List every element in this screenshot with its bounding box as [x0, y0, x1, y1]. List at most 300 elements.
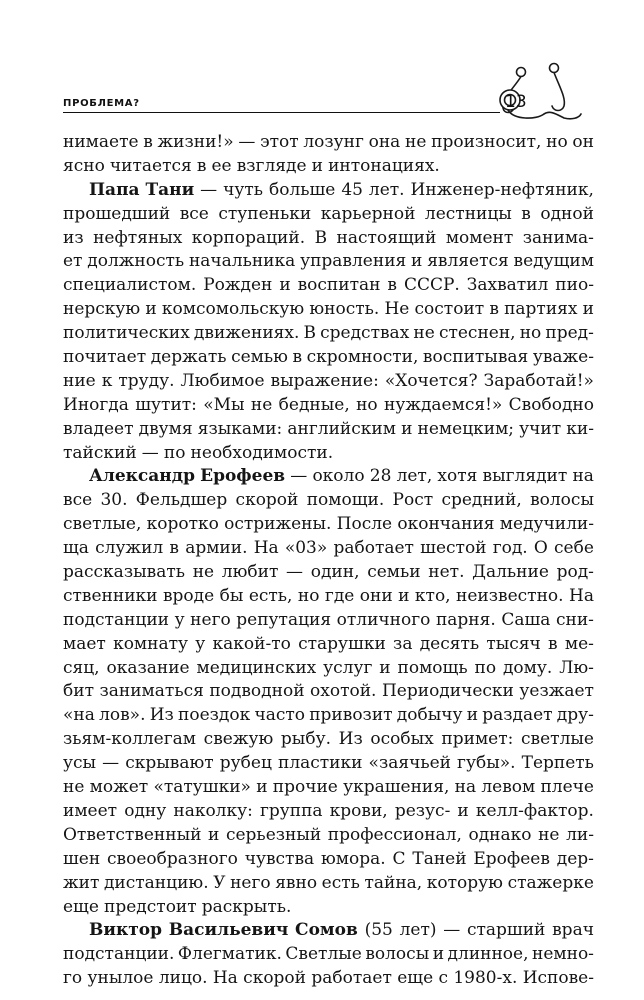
text-line	[63, 919, 594, 943]
word: род-	[556, 562, 594, 583]
word: ственники	[63, 585, 158, 606]
word: подстанции.	[63, 944, 175, 965]
word: Рожден	[203, 275, 273, 296]
word: дру-	[556, 705, 594, 726]
text-line	[63, 872, 594, 896]
word: языками:	[197, 418, 283, 439]
word: и	[432, 944, 445, 965]
word: и	[311, 155, 323, 176]
word: скрывают	[125, 753, 214, 774]
word: уваже-	[532, 347, 594, 368]
word: работает	[311, 968, 392, 989]
word: Флегматик.	[177, 944, 282, 965]
word: Ерофеев	[473, 848, 550, 869]
word: Светлые	[285, 944, 362, 965]
word: семьи	[367, 562, 421, 583]
word: ме-	[564, 633, 594, 654]
text-line	[63, 155, 594, 179]
word: «03»	[284, 538, 328, 559]
word: но	[356, 394, 378, 415]
word: немно-	[532, 944, 594, 965]
word: он	[572, 132, 594, 152]
word: охотой.	[310, 681, 377, 702]
word: и	[256, 777, 268, 798]
word: прошедший	[63, 203, 171, 224]
word: плече	[540, 777, 594, 798]
word: на	[572, 466, 594, 487]
word: себе	[554, 538, 594, 559]
bold-word: Александр	[89, 466, 195, 487]
word: бы	[219, 585, 244, 606]
word: у	[174, 609, 185, 630]
word: жизни!»	[157, 132, 234, 152]
word: светлые	[521, 729, 594, 750]
word: серьезный	[225, 824, 322, 845]
word: лестницы	[424, 203, 512, 224]
word: часто	[254, 705, 305, 726]
word: примет:	[441, 729, 514, 750]
word: тысяч	[486, 633, 541, 654]
word: На	[212, 968, 238, 989]
word: не	[405, 132, 427, 152]
word: врач	[552, 920, 594, 941]
word: владеет	[63, 418, 134, 439]
word: с	[438, 968, 449, 989]
word: длинное,	[447, 944, 529, 965]
text-line	[63, 203, 594, 227]
word: юмора.	[321, 848, 386, 869]
word: Свободно	[508, 394, 594, 415]
text-line	[63, 824, 594, 848]
word: добычу	[396, 705, 463, 726]
stethoscope-icon	[484, 58, 584, 120]
text-line	[63, 250, 594, 274]
word: пред-	[545, 323, 594, 344]
word: которую	[426, 872, 503, 893]
page-number: 13	[505, 92, 527, 112]
word: тайский	[63, 442, 137, 463]
word: стеснен,	[438, 323, 516, 344]
word: подстанции	[63, 609, 170, 630]
word: комсомольскую	[161, 299, 305, 320]
text-line	[63, 465, 594, 489]
word: любит	[221, 562, 279, 583]
word: —	[238, 132, 256, 152]
word: усы	[63, 753, 97, 774]
bold-word: Васильевич	[168, 920, 289, 941]
word: вроде	[162, 585, 215, 606]
word: все	[63, 490, 93, 511]
word: резус-	[394, 800, 451, 821]
word: есть,	[248, 585, 293, 606]
text-line	[63, 800, 594, 824]
word: 30.	[100, 490, 128, 511]
word: по	[163, 442, 186, 463]
word: кто,	[414, 585, 451, 606]
text-line	[63, 561, 594, 585]
word: английским	[287, 418, 396, 439]
word: какой-то	[212, 633, 291, 654]
word: средствах	[320, 323, 410, 344]
word: острижены.	[224, 514, 332, 535]
word: старший	[466, 920, 546, 941]
word: ща	[63, 538, 89, 559]
text-line	[63, 633, 594, 657]
text-line	[63, 346, 594, 370]
word: профессионал,	[327, 824, 462, 845]
word: все	[179, 203, 209, 224]
word: момент	[445, 227, 514, 248]
word: В	[314, 227, 328, 248]
word: Испове-	[522, 968, 594, 989]
word: лозунг	[303, 132, 364, 152]
word: шен	[63, 848, 101, 869]
word: не	[413, 323, 435, 344]
word: Саша	[501, 609, 551, 630]
word: Иногда	[63, 394, 129, 415]
word: корпораций.	[191, 227, 306, 248]
word: может	[89, 777, 149, 798]
word: немецким;	[417, 418, 515, 439]
word: нимаете	[63, 132, 139, 152]
word: комнату	[113, 633, 189, 654]
word: привозит	[309, 705, 393, 726]
word: служил	[95, 538, 164, 559]
text-line	[63, 967, 594, 991]
word: карьерной	[320, 203, 416, 224]
word: рассказывать	[63, 562, 185, 583]
word: в	[169, 538, 179, 559]
word: раздает	[482, 705, 553, 726]
word: пио-	[555, 275, 594, 296]
bold-word: Виктор	[89, 920, 163, 941]
word: одну	[124, 800, 167, 821]
word: политических	[63, 323, 190, 344]
word: Лю-	[559, 657, 594, 678]
word: келл-фактор.	[475, 800, 594, 821]
word: и	[466, 705, 479, 726]
word: —	[286, 562, 304, 583]
word: почитает	[63, 347, 147, 368]
word: интонациях.	[328, 155, 440, 176]
word: 1980-х.	[453, 968, 518, 989]
word: управления	[300, 251, 407, 272]
word: —	[200, 179, 218, 200]
word: есть	[321, 872, 360, 893]
word: репутация	[236, 609, 332, 630]
header-rule	[63, 112, 500, 113]
word: Фельдшер	[135, 490, 228, 511]
word: «заячьей	[368, 753, 451, 774]
word: настоящий	[336, 227, 437, 248]
word: волосы	[530, 490, 594, 511]
word: скорой	[243, 968, 307, 989]
word: заниматься	[99, 681, 204, 702]
word: по	[474, 657, 497, 678]
word: к	[101, 370, 113, 391]
word: в	[521, 203, 531, 224]
word: В	[303, 323, 316, 344]
word: медучили-	[499, 514, 594, 535]
word: него	[230, 872, 271, 893]
word: является	[427, 251, 509, 272]
text-line	[63, 896, 594, 920]
word: дому.	[502, 657, 553, 678]
word: стажерке	[507, 872, 594, 893]
word: ясно	[63, 155, 105, 176]
word: нефтяных	[93, 227, 183, 248]
word: десять	[419, 633, 480, 654]
text-line	[63, 585, 594, 609]
word: ли-	[566, 824, 594, 845]
word: в	[143, 132, 153, 152]
word: нуждаемся!»	[383, 394, 503, 415]
word: него	[190, 609, 231, 630]
text-line	[63, 227, 594, 251]
text-line	[63, 418, 594, 442]
word: пластики	[277, 753, 363, 774]
word: она	[368, 132, 401, 152]
word: группа	[259, 800, 323, 821]
bold-word: Папа	[89, 179, 140, 200]
word: дистанцию.	[103, 872, 209, 893]
word: лет,	[396, 466, 433, 487]
word: ки-	[566, 418, 594, 439]
word: помощи.	[306, 490, 385, 511]
word: ет	[63, 251, 83, 272]
bold-word: Сомов	[295, 920, 358, 941]
word: волосы	[365, 944, 430, 965]
word: явно	[275, 872, 318, 893]
word: армии.	[185, 538, 248, 559]
text-line	[63, 513, 594, 537]
word: лов».	[99, 705, 146, 726]
word: левом	[481, 777, 536, 798]
word: «Мы	[203, 394, 245, 415]
text-line	[63, 442, 594, 466]
word: в	[292, 347, 303, 368]
text-line	[63, 537, 594, 561]
word: уезжает	[519, 681, 594, 702]
word: (55	[364, 920, 393, 941]
word: и	[379, 657, 391, 678]
word: в	[489, 299, 499, 320]
word: СССР.	[403, 275, 460, 296]
word: шестой	[420, 538, 487, 559]
word: О	[533, 538, 548, 559]
word: свежую	[203, 729, 274, 750]
word: и	[582, 299, 594, 320]
body-text	[63, 131, 594, 991]
word: —	[102, 753, 120, 774]
word: Захватил	[466, 275, 549, 296]
word: С	[392, 848, 406, 869]
word: бит	[63, 681, 94, 702]
word: лет)	[399, 920, 437, 941]
word: 28	[369, 466, 392, 487]
word: скорой	[235, 490, 299, 511]
word: выражение:	[270, 370, 379, 391]
word: —	[141, 442, 159, 463]
word: Периодически	[381, 681, 514, 702]
word: и	[208, 824, 220, 845]
word: Ответственный	[63, 824, 202, 845]
word: окончания	[397, 514, 495, 535]
word: шутит:	[135, 394, 197, 415]
word: —	[290, 466, 308, 487]
word: партиях	[504, 299, 578, 320]
word: из	[63, 227, 84, 248]
word: взгляде	[236, 155, 307, 176]
word: лицо.	[158, 968, 208, 989]
word: в	[387, 275, 397, 296]
word: Инженер-нефтяник,	[410, 179, 594, 200]
word: но	[519, 323, 542, 344]
word: неизвестно.	[456, 585, 564, 606]
word: Терпеть	[521, 753, 594, 774]
word: больше	[268, 179, 336, 200]
text-line	[63, 943, 594, 967]
word: юность.	[309, 299, 380, 320]
text-line	[63, 322, 594, 346]
word: но	[546, 132, 568, 152]
word: работает	[333, 538, 414, 559]
word: Из	[149, 705, 174, 726]
word: «на	[63, 705, 95, 726]
word: унылое	[87, 968, 154, 989]
word: средний,	[441, 490, 522, 511]
word: читается	[109, 155, 192, 176]
word: сяц,	[63, 657, 100, 678]
word: Любимое	[180, 370, 265, 391]
word: Не	[384, 299, 410, 320]
word: особых	[370, 729, 434, 750]
word: Дальние	[472, 562, 549, 583]
word: Из	[338, 729, 363, 750]
word: чувства	[244, 848, 315, 869]
word: не	[63, 777, 85, 798]
word: одной	[540, 203, 594, 224]
bold-word: Ерофеев	[200, 466, 286, 487]
word: отличного	[336, 609, 431, 630]
word: поездок	[178, 705, 251, 726]
word: На	[569, 585, 594, 606]
text-line	[63, 704, 594, 728]
word: занима-	[522, 227, 594, 248]
word: раскрыть.	[201, 896, 292, 917]
word: У	[213, 872, 226, 893]
word: крови,	[329, 800, 388, 821]
word: необходимости.	[190, 442, 334, 463]
word: ступеньки	[218, 203, 312, 224]
word: труду.	[118, 370, 175, 391]
word: и	[398, 585, 410, 606]
word: наколку:	[173, 800, 253, 821]
word: услуг	[323, 657, 373, 678]
word: ее	[211, 155, 232, 176]
word: медицинских	[196, 657, 317, 678]
text-line	[63, 657, 594, 681]
word: губы».	[457, 753, 516, 774]
text-line	[63, 609, 594, 633]
text-line	[63, 370, 594, 394]
word: и	[457, 800, 469, 821]
word: двумя	[138, 418, 193, 439]
text-line	[63, 680, 594, 704]
word: рубец	[219, 753, 272, 774]
text-line	[63, 752, 594, 776]
word: оказание	[106, 657, 190, 678]
word: После	[336, 514, 393, 535]
word: подводной	[209, 681, 305, 702]
word: нет.	[428, 562, 465, 583]
text-line	[63, 179, 594, 203]
word: в	[196, 155, 207, 176]
word: скромности,	[306, 347, 419, 368]
word: лет.	[368, 179, 405, 200]
word: парня.	[435, 609, 496, 630]
word: предстоит	[104, 896, 197, 917]
word: где	[324, 585, 355, 606]
word: и	[145, 299, 157, 320]
word: го	[63, 968, 83, 989]
word: и	[401, 418, 413, 439]
word: украшения,	[343, 777, 450, 798]
word: Таней	[412, 848, 467, 869]
word: На	[253, 538, 279, 559]
word: имеет	[63, 800, 118, 821]
word: в	[548, 633, 558, 654]
word: специалистом.	[63, 275, 197, 296]
word: бедные,	[278, 394, 350, 415]
word: прочие	[272, 777, 338, 798]
word: Рост	[392, 490, 434, 511]
text-line	[63, 848, 594, 872]
text-line	[63, 728, 594, 752]
running-head: ПРОБЛЕМА?	[63, 98, 140, 109]
word: не	[538, 824, 560, 845]
word: нерскую	[63, 299, 141, 320]
word: состоит	[414, 299, 485, 320]
word: чуть	[223, 179, 264, 200]
word: не	[192, 562, 215, 583]
word: должность	[87, 251, 185, 272]
word: не	[250, 394, 273, 415]
word: один,	[310, 562, 360, 583]
word: за	[393, 633, 413, 654]
word: мает	[63, 633, 106, 654]
text-line	[63, 489, 594, 513]
word: «татушки»	[153, 777, 251, 798]
word: «Хочется?	[384, 370, 478, 391]
word: помощь	[397, 657, 468, 678]
text-line	[63, 776, 594, 800]
word: учит	[519, 418, 562, 439]
word: держать	[150, 347, 227, 368]
word: и	[279, 275, 291, 296]
text-line	[63, 131, 594, 155]
word: еще	[63, 896, 99, 917]
word: год.	[492, 538, 528, 559]
word: на	[454, 777, 477, 798]
word: движениях.	[193, 323, 300, 344]
word: старушки	[298, 633, 386, 654]
word: рыбу.	[280, 729, 331, 750]
word: —	[443, 920, 461, 941]
text-line	[63, 394, 594, 418]
word: произносит,	[431, 132, 542, 152]
word: около	[312, 466, 365, 487]
